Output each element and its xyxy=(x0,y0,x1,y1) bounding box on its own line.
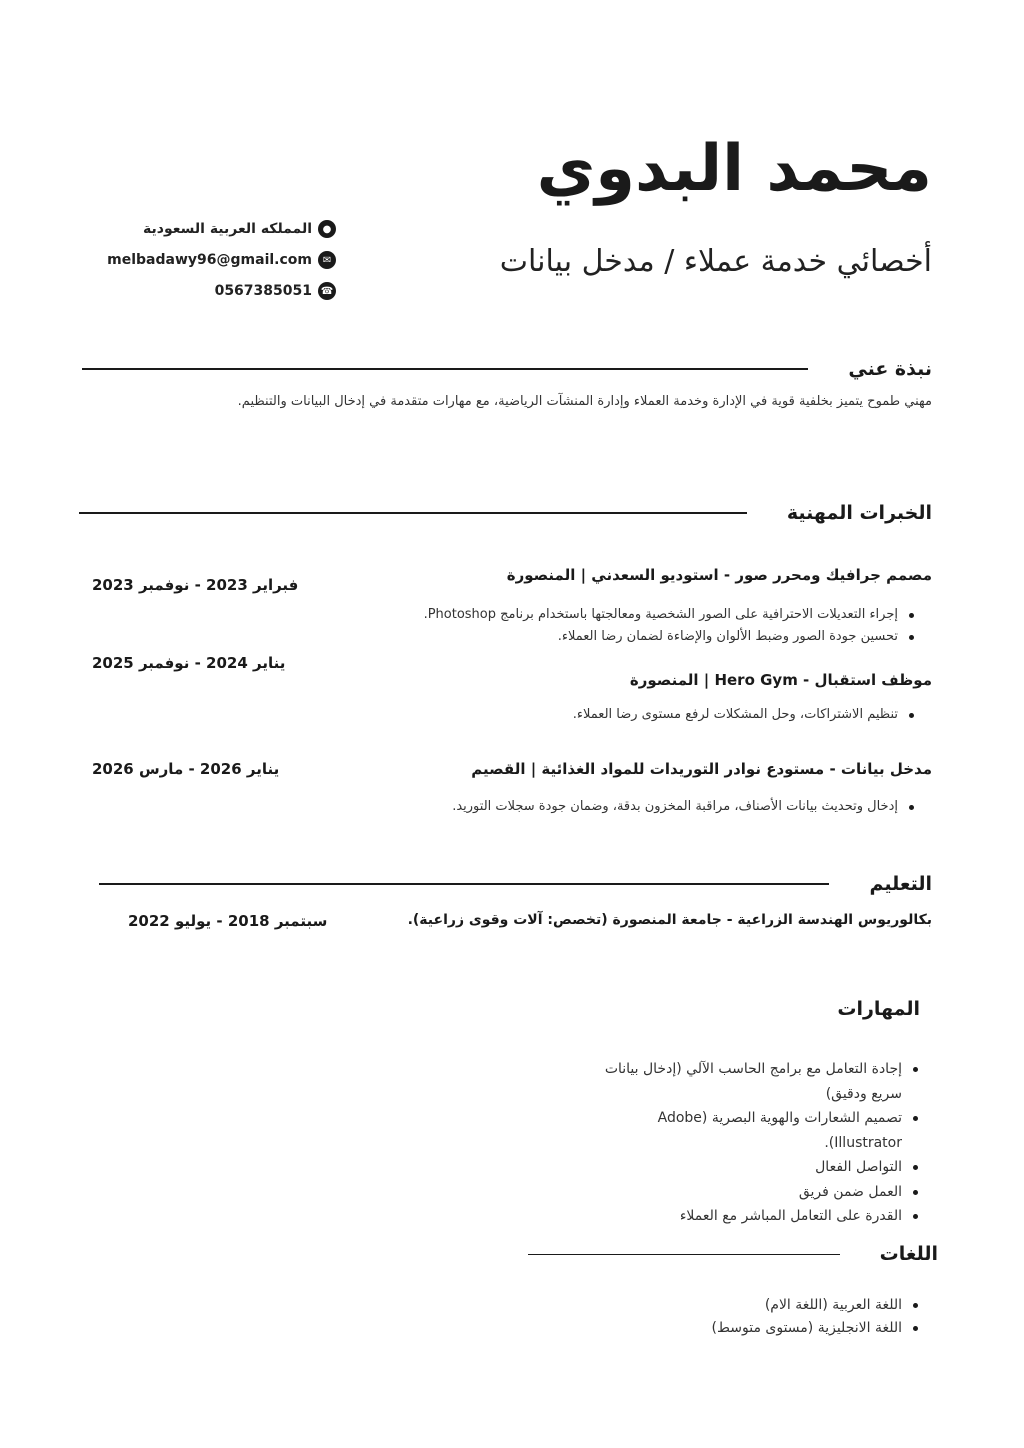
list-item: القدرة على التعامل المباشر مع العملاء xyxy=(590,1204,920,1229)
envelope-icon: ✉ xyxy=(318,251,336,269)
about-divider xyxy=(82,368,808,370)
contact-location xyxy=(110,220,336,238)
job-1-bullets xyxy=(424,604,916,648)
skills-section-header xyxy=(837,998,920,1020)
job-3-date: يناير 2026 - مارس 2026 xyxy=(92,760,280,778)
contact-email[interactable] xyxy=(107,251,336,269)
list-item: العمل ضمن فريق xyxy=(590,1180,920,1205)
candidate-name: محمد البدوي xyxy=(536,132,932,206)
job-3-title: مدخل بيانات - مستودع نوادر التوريدات للمواد الغذائية | القصيم xyxy=(471,760,932,778)
education-date: سبتمبر 2018 - يوليو 2022 xyxy=(128,912,328,930)
list-item: اللغة الانجليزية (مستوى متوسط) xyxy=(712,1317,921,1340)
languages-list xyxy=(712,1294,921,1340)
about-section-header xyxy=(82,358,932,380)
skills-list xyxy=(590,1057,920,1229)
email-text[interactable]: melbadawy96@gmail.com xyxy=(107,252,312,268)
location-pin-icon: ● xyxy=(318,220,336,238)
education-section-header xyxy=(99,873,932,895)
job-2-title: موظف استقبال - Hero Gym | المنصورة xyxy=(629,671,932,689)
list-item: اللغة العربية (اللغة الام) xyxy=(712,1294,921,1317)
languages-divider xyxy=(528,1254,840,1255)
job-1-title: مصمم جرافيك ومحرر صور - استوديو السعدني | المنصورة xyxy=(506,566,932,584)
job-2-date: يناير 2024 - نوفمبر 2025 xyxy=(92,654,286,672)
skills-heading: المهارات xyxy=(837,998,920,1020)
job-3-bullets xyxy=(452,796,916,818)
experience-divider xyxy=(79,512,747,514)
phone-text[interactable]: 0567385051 xyxy=(214,283,312,299)
about-text: مهني طموح يتميز بخلفية قوية في الإدارة وخدمة العملاء وإدارة المنشآت الرياضية، مع مهارات متقدمة في إدخال البيانات والتنظيم. xyxy=(237,394,932,409)
education-degree: بكالوريوس الهندسة الزراعية - جامعة المنصورة (تخصص: آلات وقوى زراعية). xyxy=(407,912,932,928)
about-heading: نبذة عني xyxy=(848,358,932,380)
job-title-headline: أخصائي خدمة عملاء / مدخل بيانات xyxy=(499,244,932,279)
experience-section-header xyxy=(79,502,932,524)
list-item: إجراء التعديلات الاحترافية على الصور الشخصية ومعالجتها باستخدام برنامج Photoshop. xyxy=(424,604,916,626)
list-item: تحسين جودة الصور وضبط الألوان والإضاءة لضمان رضا العملاء. xyxy=(424,626,916,648)
experience-heading: الخبرات المهنية xyxy=(786,502,932,524)
job-2-bullets xyxy=(573,704,916,726)
education-divider xyxy=(99,883,829,885)
location-text: المملكه العربية السعودية xyxy=(143,221,312,237)
list-item: تصميم الشعارات والهوية البصرية (Adobe Illustrator). xyxy=(590,1106,920,1155)
list-item: إدخال وتحديث بيانات الأصناف، مراقبة المخزون بدقة، وضمان جودة سجلات التوريد. xyxy=(452,796,916,818)
job-1-date: فبراير 2023 - نوفمبر 2023 xyxy=(92,576,299,594)
education-heading: التعليم xyxy=(869,873,932,895)
contact-phone[interactable] xyxy=(110,282,336,300)
languages-heading: اللغات xyxy=(879,1243,938,1265)
languages-section-header xyxy=(528,1243,938,1265)
list-item: التواصل الفعال xyxy=(590,1155,920,1180)
phone-icon: ☎ xyxy=(318,282,336,300)
list-item: تنظيم الاشتراكات، وحل المشكلات لرفع مستوى رضا العملاء. xyxy=(573,704,916,726)
list-item: إجادة التعامل مع برامج الحاسب الآلي (إدخال بيانات سريع ودقيق) xyxy=(590,1057,920,1106)
